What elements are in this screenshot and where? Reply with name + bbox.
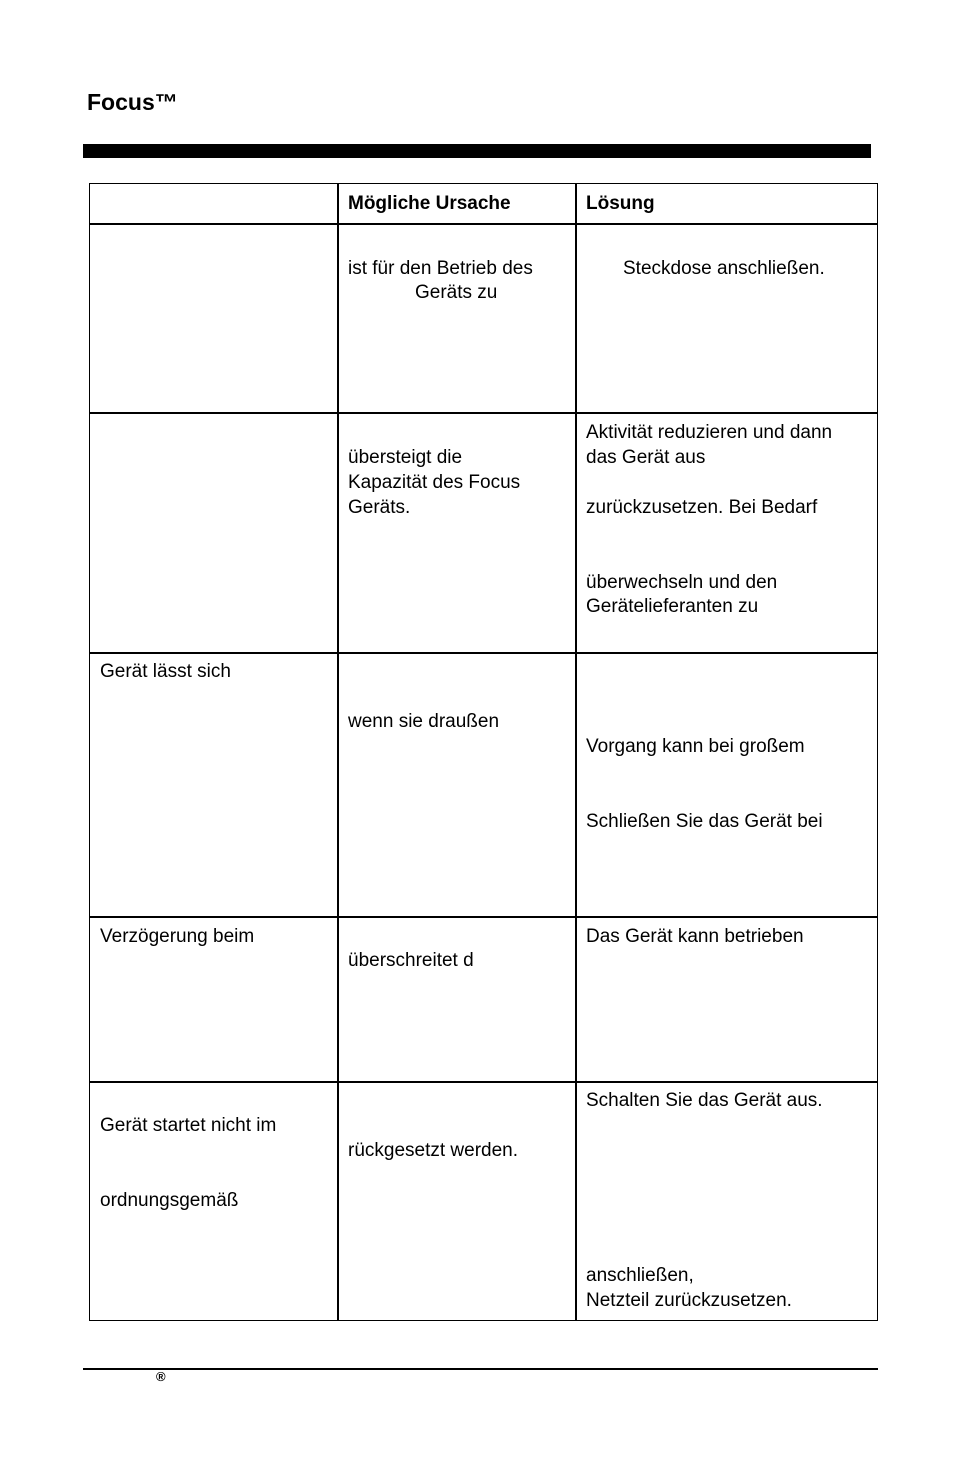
problem-text: Verzögerung beim <box>100 926 255 947</box>
row-divider <box>90 412 877 414</box>
solution-text: Aktivität reduzieren und dann <box>586 422 833 443</box>
column-divider <box>575 184 577 1320</box>
cause-text: überschreitet d <box>348 950 474 971</box>
problem-text: ordnungsgemäß <box>100 1190 239 1211</box>
cause-text: Kapazität des Focus <box>348 472 521 493</box>
solution-text: Vorgang kann bei großem <box>586 736 805 757</box>
cause-text: ist für den Betrieb des <box>348 258 533 279</box>
solution-text: Schließen Sie das Gerät bei <box>586 811 823 832</box>
column-header-cause: Mögliche Ursache <box>348 193 511 214</box>
row-divider <box>90 223 877 225</box>
brand-title: Focus™ <box>87 89 178 115</box>
solution-text: Das Gerät kann betrieben <box>586 926 804 947</box>
bottom-rule <box>83 1368 878 1370</box>
registered-mark: ® <box>156 1369 166 1384</box>
solution-text: das Gerät aus <box>586 447 706 468</box>
solution-text: zurückzusetzen. Bei Bedarf <box>586 497 818 518</box>
solution-text: überwechseln und den <box>586 572 778 593</box>
cause-text: wenn sie draußen <box>348 711 500 732</box>
solution-text: Netzteil zurückzusetzen. <box>586 1290 792 1311</box>
row-divider <box>90 916 877 918</box>
solution-text: Steckdose anschließen. <box>623 258 825 279</box>
problem-text: Gerät startet nicht im <box>100 1115 277 1136</box>
column-divider <box>337 184 339 1320</box>
solution-text: Gerätelieferanten zu <box>586 596 759 617</box>
row-divider <box>90 1081 877 1083</box>
troubleshooting-table <box>89 183 878 1321</box>
column-header-solution: Lösung <box>586 193 655 214</box>
row-divider <box>90 652 877 654</box>
cause-text: übersteigt die <box>348 447 463 468</box>
cause-text: Geräts. <box>348 497 411 518</box>
solution-text: Schalten Sie das Gerät aus. <box>586 1090 823 1111</box>
problem-text: Gerät lässt sich <box>100 661 231 682</box>
cause-text: rückgesetzt werden. <box>348 1140 519 1161</box>
top-rule <box>83 144 871 158</box>
solution-text: anschließen, <box>586 1265 694 1286</box>
cause-text: Geräts zu <box>415 282 498 303</box>
